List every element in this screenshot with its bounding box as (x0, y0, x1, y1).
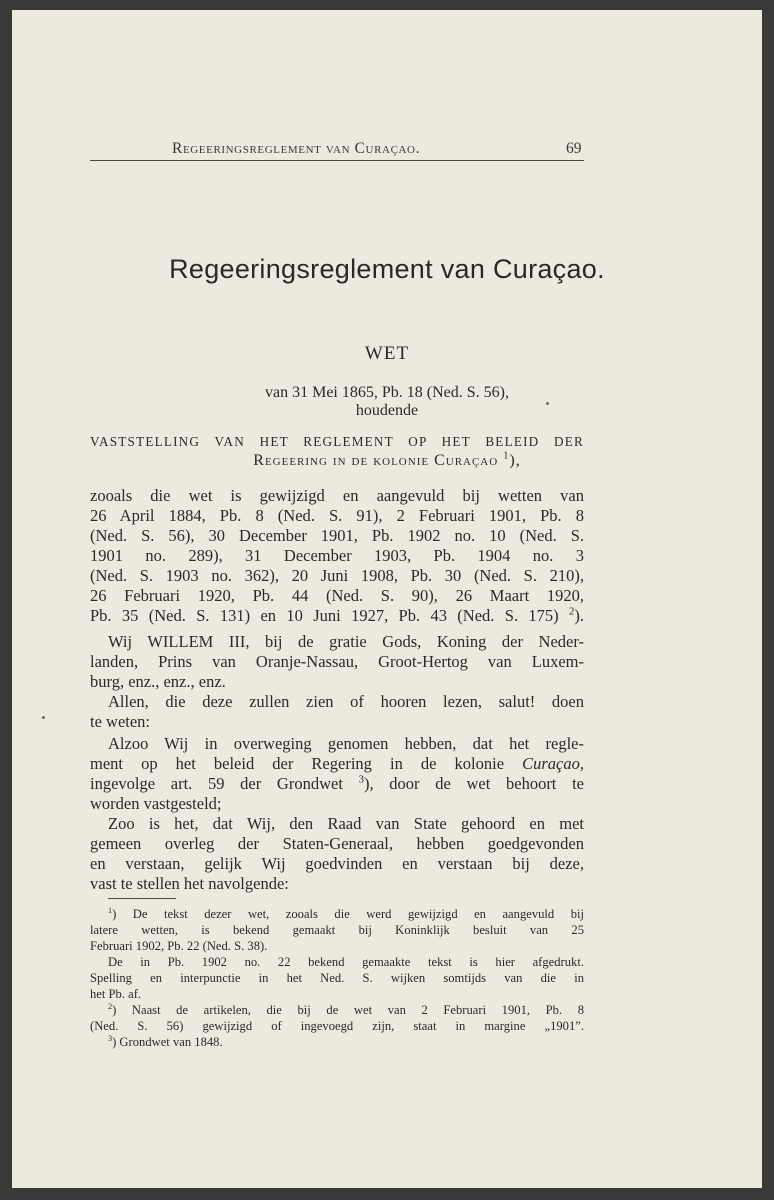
body-line: (Ned. S. 1903 no. 362), 20 Juni 1908, Pb. 30 (Ned. S. 210), (90, 566, 584, 585)
body-line: landen, Prins van Oranje-Nassau, Groot-Hertog van Luxem- (90, 652, 584, 671)
footnote-line: De in Pb. 1902 no. 22 bekend gemaakte tekst is hier afgedrukt. (108, 955, 584, 969)
body-line: Pb. 35 (Ned. S. 131) en 10 Juni 1927, Pb. 43 (Ned. S. 175) $^2$). (90, 605, 585, 625)
footnote-line: (Ned. S. 56) gewijzigd of ingevoegd zijn, staat in margine „1901”. (90, 1019, 584, 1033)
footnote-line: $^1$) De tekst dezer wet, zooals die werd gewijzigd en aangevuld bij (108, 905, 584, 921)
page-title: Regeeringsreglement van Curaçao. (169, 254, 605, 284)
body-line: worden vastgesteld; (90, 794, 222, 813)
footnote-line: het Pb. af. (90, 987, 142, 1001)
body-line: 26 Februari 1920, Pb. 44 (Ned. S. 90), 26 Maart 1920, (90, 586, 584, 605)
footnote-line: latere wetten, is bekend gemaakt bij Koninklijk besluit van 25 (90, 923, 584, 937)
body-line: te weten: (90, 712, 151, 731)
body-line: Allen, die deze zullen zien of hooren lezen, salut! doen (108, 692, 584, 711)
body-line: vast te stellen het navolgende: (90, 874, 289, 893)
body-line: 1901 no. 289), 31 December 1903, Pb. 1904 no. 3 (90, 546, 584, 565)
intro-line: houdende (355, 402, 419, 419)
body-line: burg, enz., enz., enz. (90, 672, 226, 691)
paper-speck (42, 716, 45, 719)
caps-line: VASTSTELLING VAN HET REGLEMENT OP HET BELEID DER (90, 434, 584, 449)
running-head-title: Regeeringsreglement van Curaçao. (172, 140, 421, 157)
body-line: ment op het beleid der Regering in de kolonie Curaçao, (90, 754, 584, 773)
body-line: en verstaan, gelijk Wij goedvinden en verstaan bij deze, (90, 854, 584, 873)
page-number: 69 (566, 140, 582, 157)
footnote-line: $^3$) Grondwet van 1848. (108, 1033, 223, 1049)
footnote-line: Februari 1902, Pb. 22 (Ned. S. 38). (90, 939, 268, 953)
body-line: ingevolge art. 59 der Grondwet $^3$), door de wet behoort te (90, 773, 584, 793)
caps-line-2: Regeering in de kolonie Curaçao $^1$), (253, 450, 521, 469)
body-line: Wij WILLEM III, bij de gratie Gods, Koning der Neder- (108, 632, 584, 651)
header-rule (90, 160, 584, 161)
body-line: zooals die wet is gewijzigd en aangevuld bij wetten van (90, 486, 584, 505)
intro-line: van 31 Mei 1865, Pb. 18 (Ned. S. 56), (265, 384, 509, 401)
body-line: 26 April 1884, Pb. 8 (Ned. S. 91), 2 Februari 1901, Pb. 8 (90, 506, 584, 525)
body-line: Zoo is het, dat Wij, den Raad van State gehoord en met (108, 814, 584, 833)
paper-speck (546, 402, 549, 405)
body-line: gemeen overleg der Staten-Generaal, hebben goedgevonden (90, 834, 584, 853)
footnote-rule (108, 898, 176, 899)
footnote-line: Spelling en interpunctie in het Ned. S. wijken somtijds van die in (90, 971, 584, 985)
law-heading: WET (364, 343, 410, 364)
footnote-line: $^2$) Naast de artikelen, die bij de wet van 2 Februari 1901, Pb. 8 (108, 1001, 584, 1017)
body-line: Alzoo Wij in overweging genomen hebben, dat het regle- (108, 734, 584, 753)
body-line: (Ned. S. 56), 30 December 1901, Pb. 1902 no. 10 (Ned. S. (90, 526, 584, 545)
